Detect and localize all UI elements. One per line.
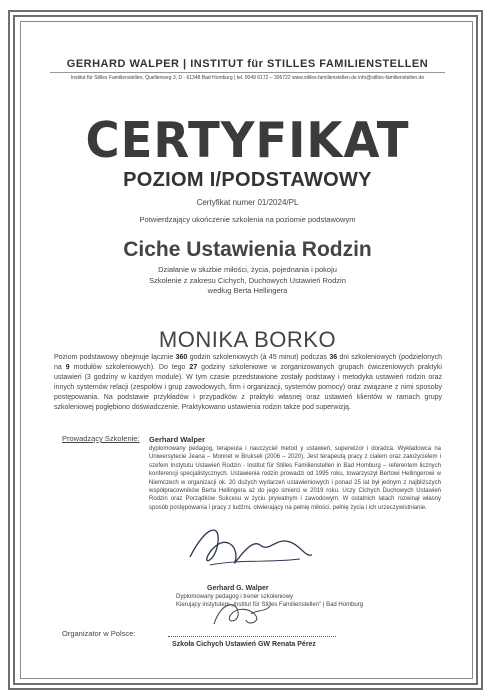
organizer-name: Szkoła Cichych Ustawień GW Renata Pérez — [172, 641, 316, 648]
leader-signature-name: Gerhard G. Walper — [207, 585, 269, 592]
signature-dotted-line — [168, 636, 336, 637]
leader-bio: dyplomowany pedagog, terapeuta i nauczyciel metod у ustawień, superwizor i doradca. Wykładowca na Uniwersytecie Jeana – Monnet w Brukseli (2006 – 2020). Jest terapeutą pracy z ciałem oraz założycielem i szefem Instytutu Ustawień Rodzin - Institut für Stilles Familienstellen in Bad Homburg – referentem licznych konferencji specjalistycznych. Ustawienia rodzin prowadzi od 1995 roku, towarzyszył Bertowi Hellingerowi w Niemczech w organizacji ok. 20 dużych wydarzeń ustawieniowych i ponad 25 lat był jednym z najbliższych współpracowników Berta Hellingera aż do jego śmierci w 2019 roku. Uczy Cichych Duchowych Ustawień Rodzin oraz Porządków Sukcesu w życiu prywatnym i zawodowym. W ostatnich latach rozwinął własny sposób postępowania i pracy z ludźmi, otwierający na pełnię miłości, pełnię życia i ich urzeczywistnianie. — [149, 446, 441, 511]
organizer-signature — [196, 594, 286, 634]
leader-title-line-1: Dyplomowany pedagog i trener szkoleniowy — [176, 594, 294, 600]
body-text-1: Poziom podstawowy obejmuje łącznie — [54, 354, 174, 361]
practice-hours: 27 — [189, 364, 198, 371]
body-text-5: godziny szkoleniowe w zorganizowanych grupach ćwiczeniowych praktyki ustawień (3 godziny w każdym module). W tym czasie przedstawione zostały podstawy i metodyka ustawień rodzin oraz innych systemów relacji (zespołów i grup zawodowych, firm i organizacji, systemów pomocy) oraz związane z nimi sposoby postępowania. Na podstawie przykładów i przypadków z praktyki własnej oraz ustawień klientów w ramach grupy szkoleniowej pogłębiono doświadczenie. Praktykowano ustawienia rodzin także pod superwizją. — [54, 364, 442, 411]
training-description — [54, 353, 442, 413]
certificate-number: Certyfikat numer 01/2024/PL — [196, 198, 299, 207]
leader-signature — [180, 507, 320, 577]
recipient-name: MONIKA BORKO — [158, 327, 337, 352]
institute-address: Institut für Stilles Familienstellen, Quellenweg 3, D - 61348 Bad Homburg | tel. 0049 6172 – 305722 www.stilles-familienstellen.de info@stilles-familienstellen.de — [70, 75, 425, 81]
course-description — [0, 265, 495, 297]
organizer-label: Organizator w Polsce: — [62, 629, 136, 638]
body-text-2: godzin szkoleniowych (à 45 minut) podczas — [189, 354, 327, 361]
course-desc-line-2: Szkolenie z zakresu Cichych, Duchowych Ustawień Rodzin — [149, 275, 346, 285]
confirmation-text: Potwierdzający ukończenie szkolenia na poziomie podstawowym — [139, 215, 356, 224]
total-days: 36 — [329, 354, 338, 361]
total-hours: 360 — [175, 354, 188, 361]
certificate-title: CERTYFIKAT — [85, 112, 410, 169]
module-count: 9 — [65, 364, 70, 371]
body-text-3: dni szkoleniowych (podzielonych na — [54, 354, 442, 371]
institute-header: GERHARD WALPER | INSTITUT für STILLES FAMILIENSTELLEN — [66, 58, 429, 70]
course-name: Ciche Ustawienia Rodzin — [123, 238, 372, 261]
certificate-level: POZIOM I/PODSTAWOWY — [123, 169, 372, 191]
header-divider — [50, 72, 445, 73]
body-text-4: modułów szkoleniowych). Do tego — [73, 364, 186, 371]
leader-label: Prowadzący Szkolenie: — [62, 434, 140, 443]
course-desc-line-1: Działanie w służbie miłości, życia, pojednania i pokoju — [158, 265, 337, 274]
leader-name: Gerhard Walper — [149, 435, 205, 444]
course-desc-line-3: według Berta Hellingera — [207, 286, 288, 295]
leader-title-line-2: Kierujący instytutem „Institut für Stilles Familienstellen" | Bad Homburg — [176, 602, 364, 608]
